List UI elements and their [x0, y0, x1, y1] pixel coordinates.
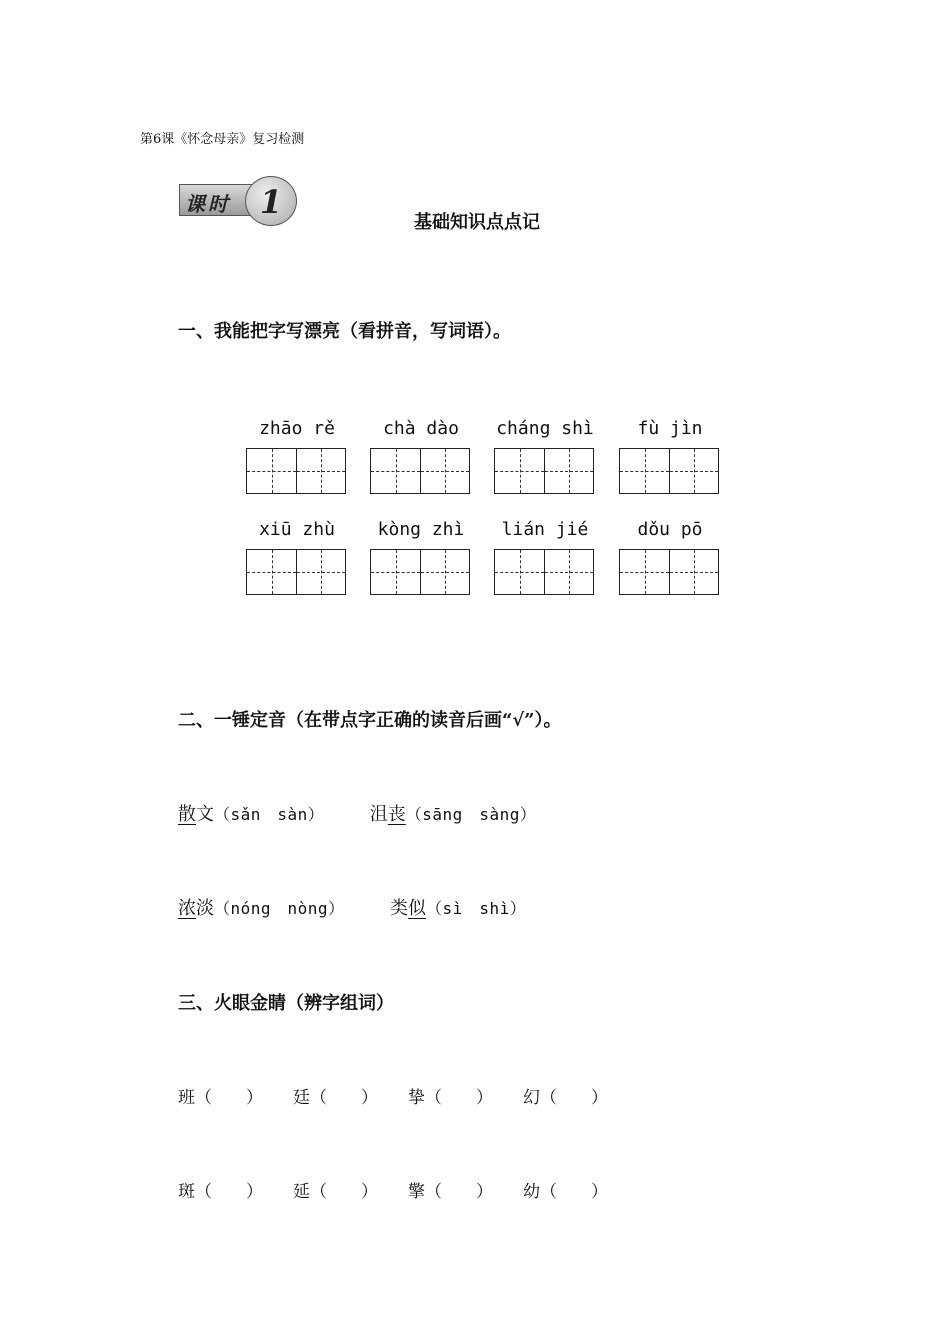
pinyin-item [370, 517, 472, 543]
pinyin-item [494, 416, 596, 442]
word-rest: 淡 [196, 898, 214, 919]
pinyin-item [246, 517, 348, 543]
word-blank[interactable]: 擎（ ） [408, 1182, 493, 1202]
word-blank[interactable]: 延（ ） [293, 1182, 378, 1202]
word-blank[interactable]: 斑（ ） [178, 1182, 263, 1202]
word-blank[interactable]: 幻（ ） [523, 1088, 608, 1108]
pinyin-text: chà dào [383, 418, 459, 439]
writing-boxes[interactable] [370, 448, 470, 494]
section-2-heading: 二、一锤定音（在带点字正确的读音后画“√”）。 [178, 710, 562, 731]
word-prefix: 沮 [369, 804, 388, 825]
section-1-heading: 一、我能把字写漂亮（看拼音，写词语）。 [178, 321, 511, 342]
pinyin-options[interactable]: （sì shì） [426, 899, 527, 918]
pinyin-item [246, 416, 348, 442]
pinyin-options[interactable]: （nóng nòng） [214, 899, 345, 918]
pinyin-text: zhāo rě [259, 418, 335, 439]
reading-choice-row [178, 800, 536, 826]
writing-boxes[interactable] [494, 549, 594, 595]
word-group-row [178, 1083, 638, 1108]
pinyin-text: xiū zhù [259, 519, 335, 540]
word-blank[interactable]: 班（ ） [178, 1088, 263, 1108]
writing-boxes[interactable] [619, 448, 719, 494]
reading-choice-row [178, 894, 526, 920]
dotted-char: 丧 [387, 804, 406, 825]
pinyin-text: dǒu pō [637, 519, 703, 540]
page-subtitle: 基础知识点点记 [414, 212, 540, 233]
word-blank[interactable]: 廷（ ） [293, 1088, 378, 1108]
pinyin-text: fù jìn [637, 418, 703, 439]
writing-boxes[interactable] [370, 549, 470, 595]
writing-boxes[interactable] [619, 549, 719, 595]
word-blank[interactable]: 幼（ ） [523, 1182, 608, 1202]
pinyin-options[interactable]: （sāng sàng） [405, 805, 537, 824]
badge-number: 1 [259, 183, 283, 221]
pinyin-item [370, 416, 472, 442]
word-rest: 文 [196, 804, 214, 825]
badge-circle [245, 176, 297, 226]
writing-boxes[interactable] [494, 448, 594, 494]
pinyin-options[interactable]: （sǎn sàn） [214, 805, 325, 824]
dotted-char: 散 [178, 804, 196, 825]
pinyin-text: lián jié [501, 519, 589, 540]
pinyin-text: cháng shì [496, 418, 594, 439]
badge-label: 课时 [185, 192, 231, 216]
writing-boxes[interactable] [246, 549, 346, 595]
pinyin-item [494, 517, 596, 543]
word-blank[interactable]: 挚（ ） [408, 1088, 493, 1108]
dotted-char: 浓 [178, 898, 196, 919]
writing-boxes[interactable] [246, 448, 346, 494]
word-prefix: 类 [390, 898, 409, 919]
document-title: 第6课《怀念母亲》复习检测 [140, 132, 305, 147]
dotted-char: 似 [408, 898, 427, 919]
lesson-badge [179, 176, 301, 228]
pinyin-item [619, 517, 721, 543]
pinyin-text: kòng zhì [377, 519, 465, 540]
section-3-heading: 三、火眼金睛（辨字组词） [178, 993, 394, 1014]
pinyin-item [619, 416, 721, 442]
word-group-row [178, 1177, 638, 1202]
